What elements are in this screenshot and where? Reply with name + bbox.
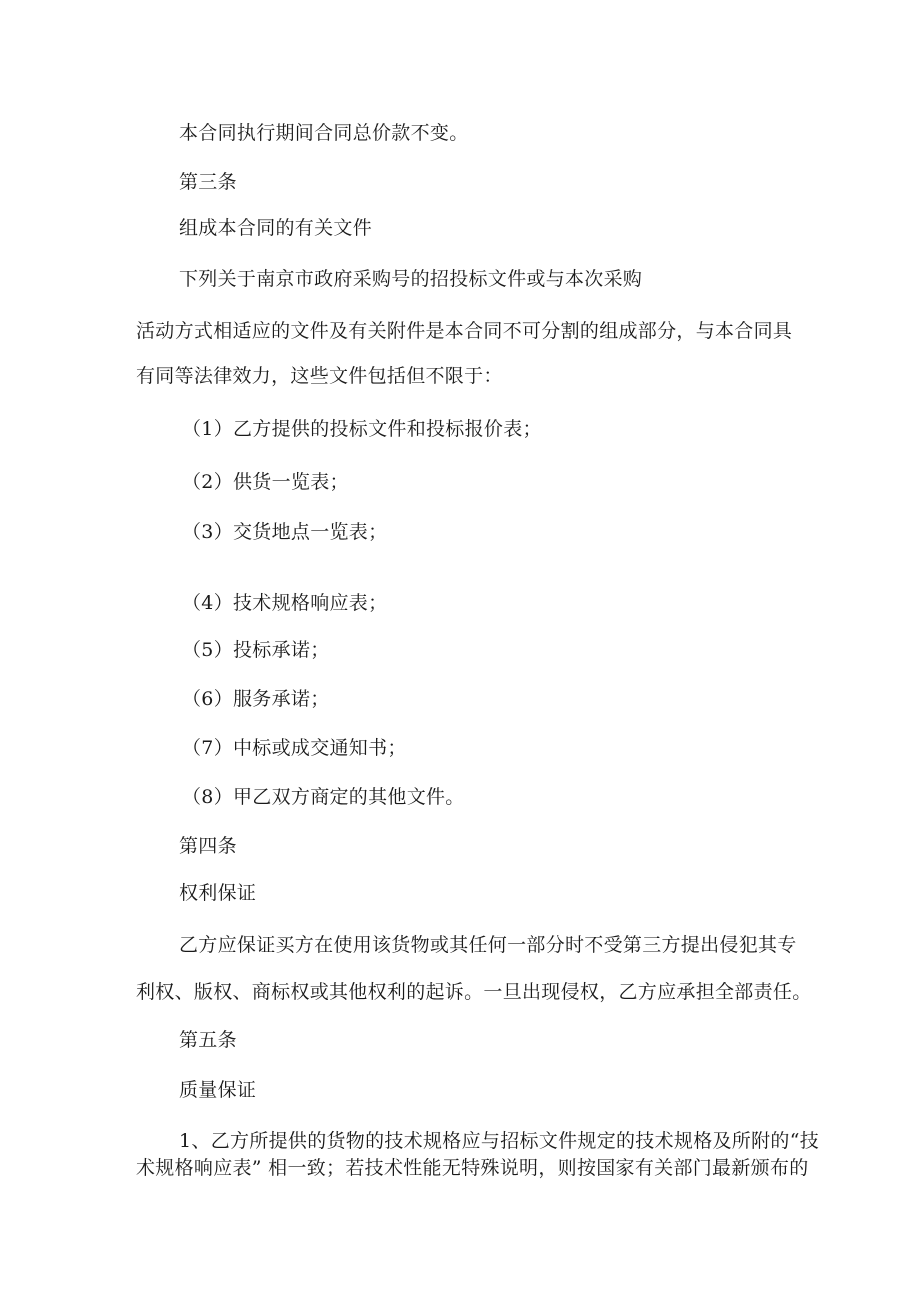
list-item: （8）甲乙双方商定的其他文件。 (182, 786, 465, 808)
paragraph-line: 下列关于南京市政府采购号的招投标文件或与本次采购 (179, 268, 643, 290)
article-title: 质量保证 (179, 1079, 257, 1101)
list-item: （7）中标或成交通知书； (182, 737, 407, 759)
list-item: （4）技术规格响应表； (182, 592, 388, 614)
paragraph-line: 术规格响应表” 相一致；若技术性能无特殊说明，则按国家有关部门最新颁布的 (136, 1157, 809, 1179)
list-item: （2）供货一览表； (182, 471, 349, 493)
list-item: （6）服务承诺； (182, 688, 330, 710)
paragraph-line: 本合同执行期间合同总价款不变。 (179, 122, 469, 144)
paragraph-line: 利权、版权、商标权或其他权利的起诉。一旦出现侵权，乙方应承担全部责任。 (136, 981, 812, 1003)
paragraph-line: 1、乙方所提供的货物的技术规格应与招标文件规定的技术规格及所附的“技 (179, 1130, 820, 1152)
paragraph-line: 乙方应保证买方在使用该货物或其任何一部分时不受第三方提出侵犯其专 (179, 934, 797, 956)
article-heading: 第五条 (179, 1029, 237, 1051)
list-item: （5）投标承诺； (182, 639, 330, 661)
article-title: 组成本合同的有关文件 (179, 217, 373, 239)
article-heading: 第三条 (179, 171, 237, 193)
article-heading: 第四条 (179, 835, 237, 857)
paragraph-line: 活动方式相适应的文件及有关附件是本合同不可分割的组成部分，与本合同具 (136, 320, 793, 342)
list-item: （3）交货地点一览表； (182, 521, 388, 543)
list-item: （1）乙方提供的投标文件和投标报价表； (182, 418, 542, 440)
paragraph-line: 有同等法律效力，这些文件包括但不限于： (136, 365, 503, 387)
article-title: 权利保证 (179, 882, 257, 904)
